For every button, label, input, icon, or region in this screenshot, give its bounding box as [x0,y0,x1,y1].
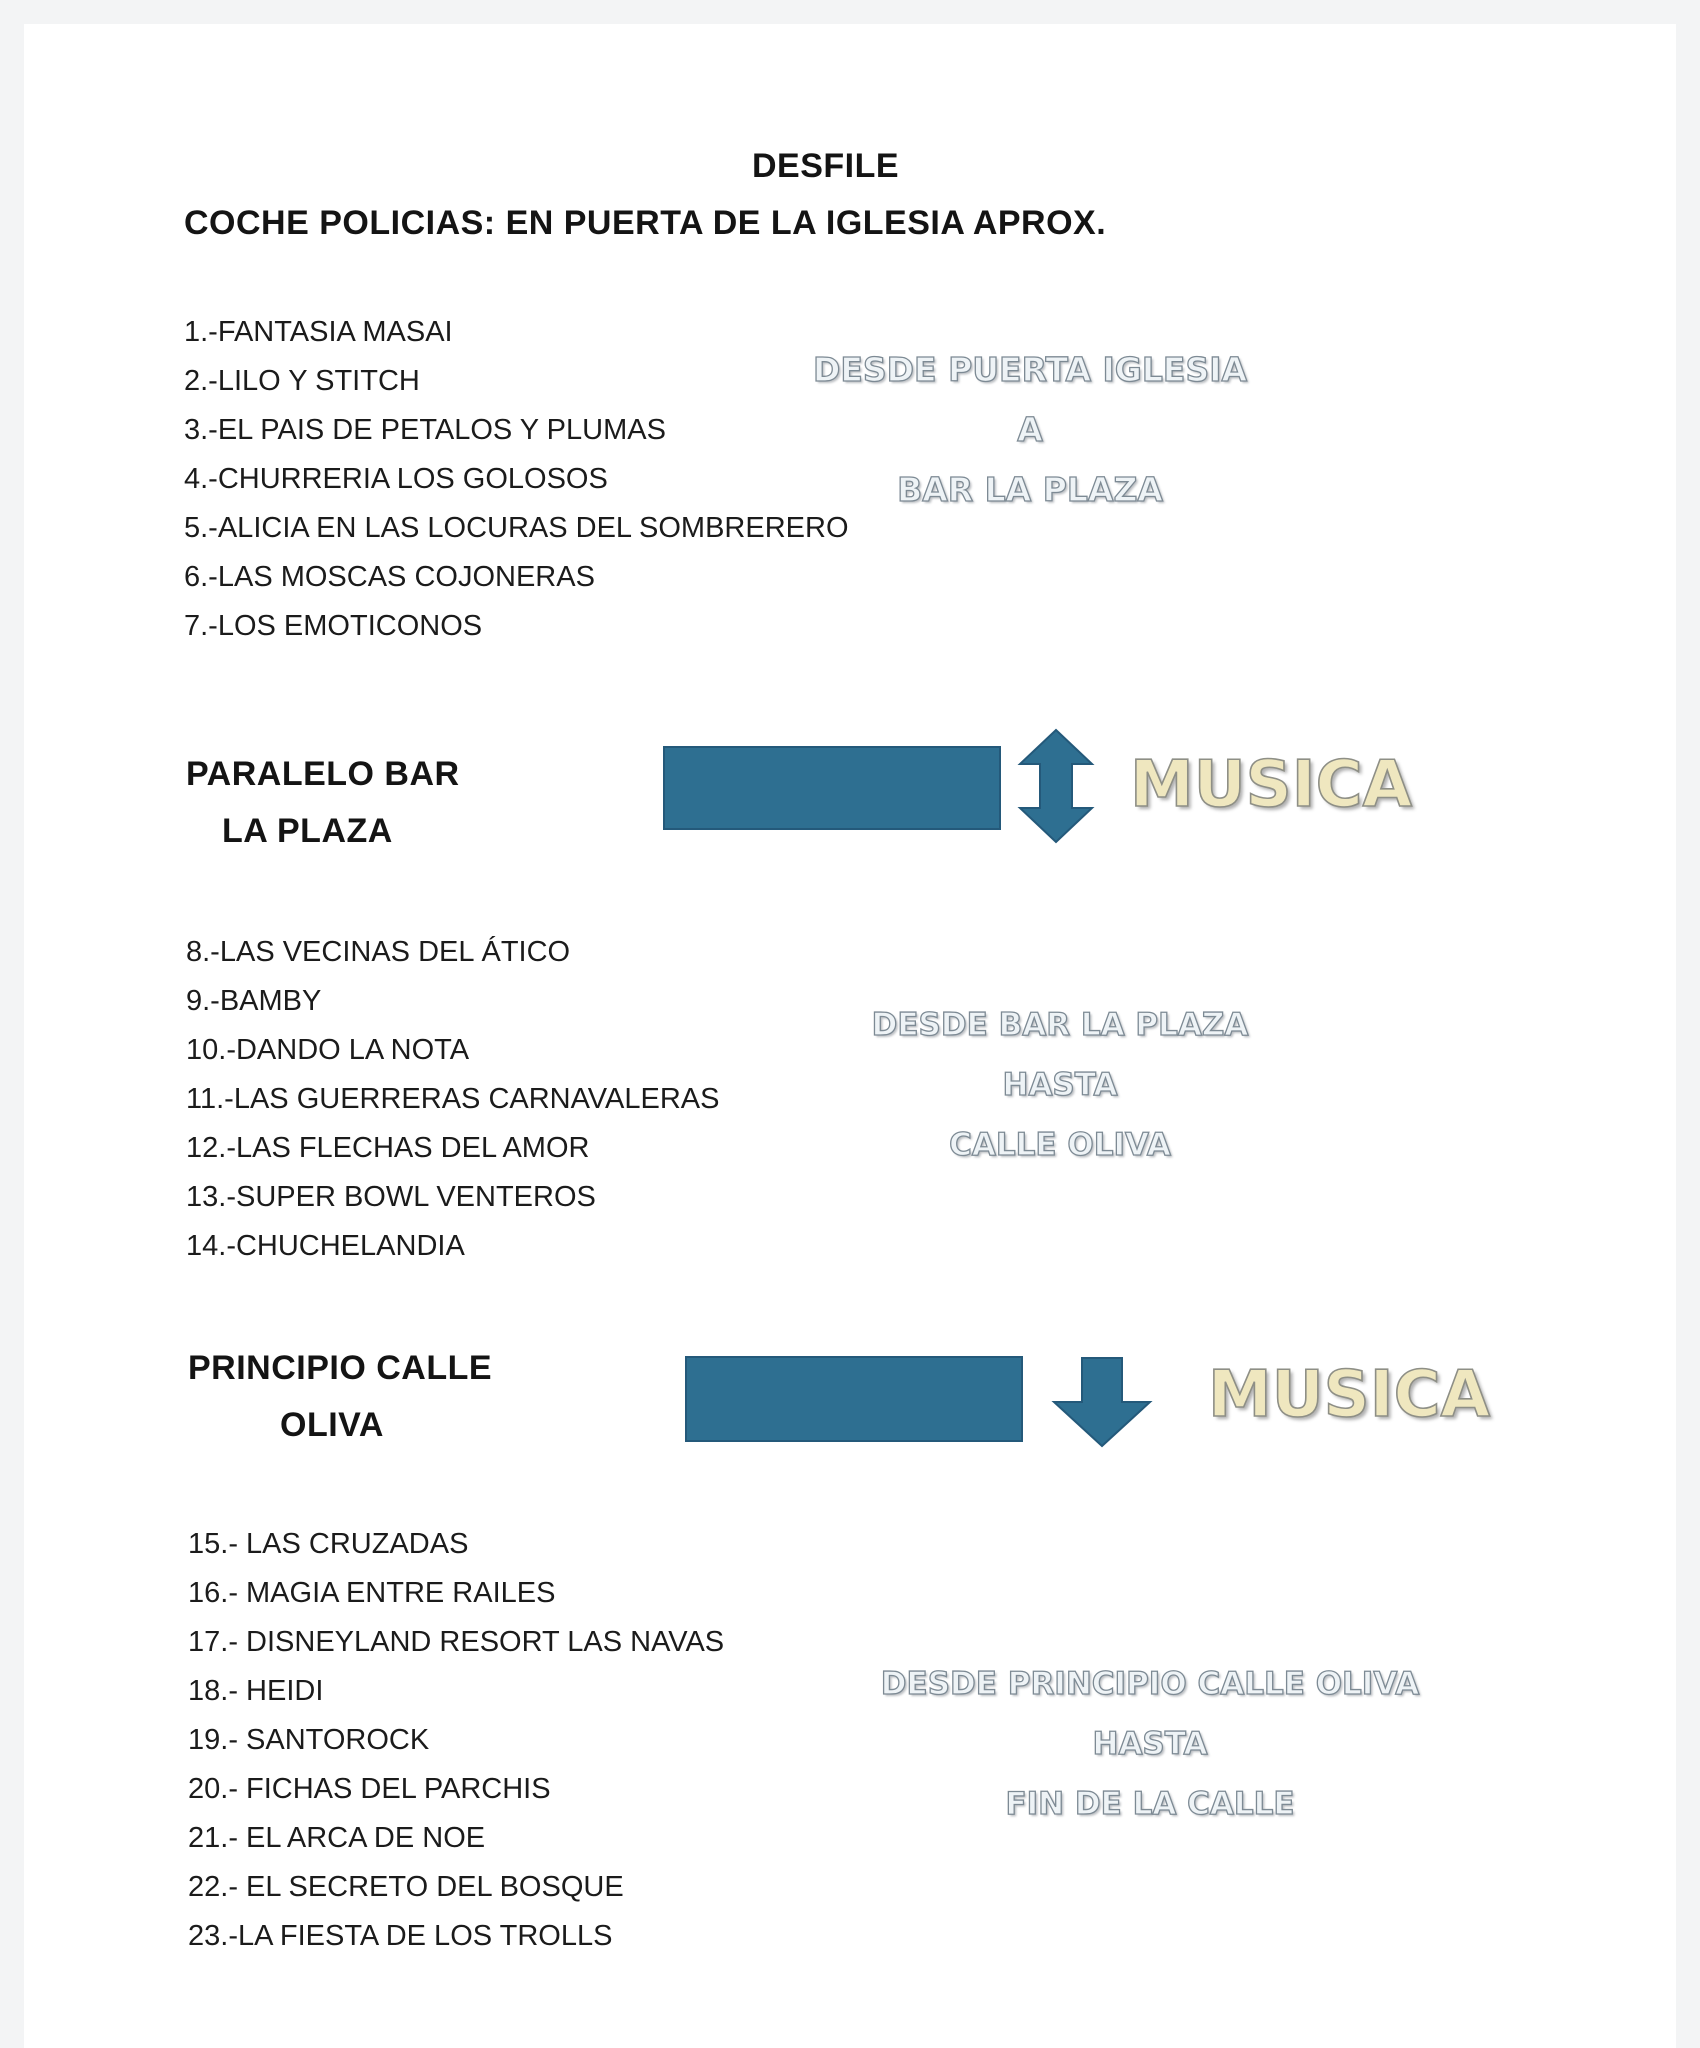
route-line: CALLE OLIVA [949,1127,1171,1163]
marker-label-line: PRINCIPIO CALLE [188,1349,493,1387]
list-item: 2.-LILO Y STITCH [184,365,420,397]
marker-bar-1 [663,746,1001,830]
route-line: A [1017,410,1043,449]
route-line: DESDE PRINCIPIO CALLE OLIVA [880,1666,1420,1702]
list-item: 9.-BAMBY [186,985,322,1017]
list-item: 13.-SUPER BOWL VENTEROS [186,1181,596,1213]
document-subtitle: COCHE POLICIAS: EN PUERTA DE LA IGLESIA APROX. [184,204,1107,242]
marker-label-line: OLIVA [280,1406,384,1444]
up-down-arrow-icon [1016,728,1096,844]
route-line: FIN DE LA CALLE [1005,1786,1295,1822]
marker-label-2 [188,1340,492,1454]
list-item: 23.-LA FIESTA DE LOS TROLLS [188,1920,613,1952]
route-line: HASTA [1002,1067,1118,1103]
list-item: 16.- MAGIA ENTRE RAILES [188,1577,556,1609]
marker-label-line: PARALELO BAR [186,755,460,793]
marker-label-1 [186,746,460,860]
route-line: DESDE BAR LA PLAZA [871,1007,1249,1043]
list-item: 14.-CHUCHELANDIA [186,1230,465,1262]
list-item: 22.- EL SECRETO DEL BOSQUE [188,1871,624,1903]
parade-list-section-3 [188,1520,724,1961]
marker-bar-2 [685,1356,1023,1442]
list-item: 10.-DANDO LA NOTA [186,1034,470,1066]
list-item: 3.-EL PAIS DE PETALOS Y PLUMAS [184,414,666,446]
list-item: 11.-LAS GUERRERAS CARNAVALERAS [186,1083,720,1115]
route-section-2 [830,995,1290,1175]
route-line: HASTA [1092,1726,1208,1762]
route-line: BAR LA PLAZA [897,470,1163,509]
list-item: 20.- FICHAS DEL PARCHIS [188,1773,551,1805]
list-item: 21.- EL ARCA DE NOE [188,1822,486,1854]
list-item: 19.- SANTOROCK [188,1724,430,1756]
list-item: 6.-LAS MOSCAS COJONERAS [184,561,595,593]
list-item: 15.- LAS CRUZADAS [188,1528,469,1560]
parade-list-section-1 [184,308,849,651]
list-item: 4.-CHURRERIA LOS GOLOSOS [184,463,608,495]
route-section-1 [780,340,1280,520]
list-item: 8.-LAS VECINAS DEL ÁTICO [186,936,571,968]
list-item: 12.-LAS FLECHAS DEL AMOR [186,1132,590,1164]
list-item: 7.-LOS EMOTICONOS [184,610,483,642]
list-item: 1.-FANTASIA MASAI [184,316,453,348]
list-item: 18.- HEIDI [188,1675,324,1707]
musica-label-1: MUSICA [1130,748,1413,822]
list-item: 5.-ALICIA EN LAS LOCURAS DEL SOMBRERERO [184,512,849,544]
route-section-3 [880,1654,1420,1834]
document-title: DESFILE [752,147,900,185]
list-item: 17.- DISNEYLAND RESORT LAS NAVAS [188,1626,725,1658]
marker-label-line: LA PLAZA [222,812,393,850]
route-line: DESDE PUERTA IGLESIA [812,350,1248,389]
down-arrow-icon [1050,1356,1154,1448]
musica-label-2: MUSICA [1208,1358,1491,1432]
parade-list-section-2 [186,928,719,1271]
